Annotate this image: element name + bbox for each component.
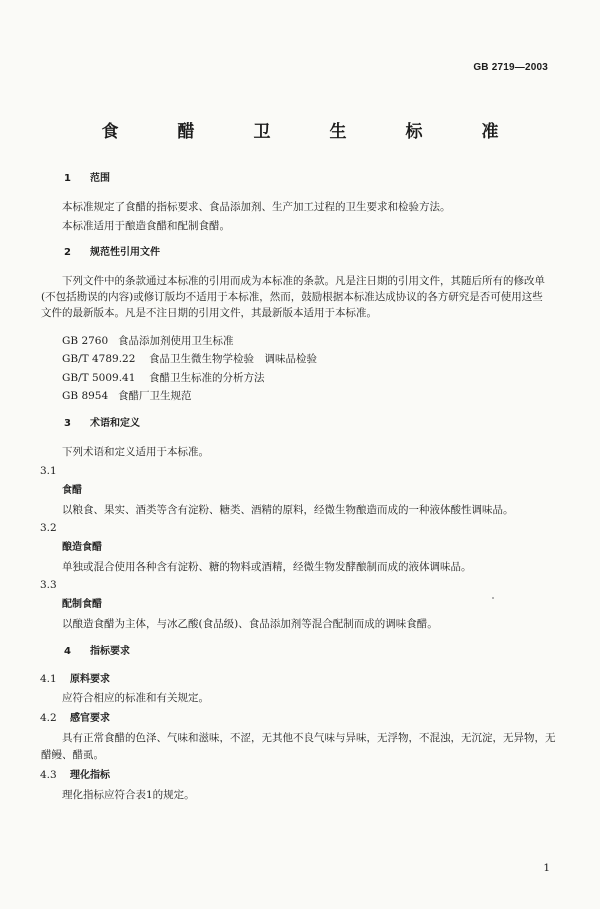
clause-title: 原料要求 (70, 674, 110, 685)
subclause-heading (40, 672, 110, 687)
paragraph: 下列文件中的条款通过本标准的引用而成为本标准的条款。凡是注日期的引用文件，其随后所有的修改单(不包括勘误的内容)或修订版均不适用于本标准，然而，鼓励根据本标准达成协议的各方研究是否可使用这些文件的最新版本。凡是不注日期的引用文件，其最新版本适用于本标准。 (41, 275, 545, 319)
page-number: 1 (543, 862, 550, 874)
term-name: 配制食醋 (62, 599, 102, 610)
clause-title: 感官要求 (70, 713, 110, 724)
paragraph: 下列术语和定义适用于本标准。 (62, 446, 209, 458)
reference-name: 食醋厂卫生规范 (118, 390, 192, 402)
reference-item (62, 371, 265, 385)
scan-speck (492, 597, 494, 599)
section-title: 指标要求 (90, 646, 130, 657)
term-name: 食醋 (62, 485, 82, 496)
term-definition: 以酿造食醋为主体，与冰乙酸(食品级)、食品添加剂等混合配制而成的调味食醋。 (62, 618, 438, 630)
section-number: 2 (64, 247, 71, 258)
reference-code: GB/T 5009.41 (62, 372, 136, 384)
reference-name: 食醋卫生标准的分析方法 (149, 372, 265, 384)
section-number: 1 (64, 173, 71, 184)
subclause-heading (40, 711, 110, 726)
clause-number: 3.1 (40, 465, 57, 477)
section-1-heading (64, 172, 110, 186)
clause-number: 4.3 (40, 769, 57, 781)
term-definition: 单独或混合使用各种含有淀粉、糖的物料或酒精，经微生物发酵酿制而成的液体调味品。 (62, 561, 472, 573)
clause-number: 3.3 (40, 579, 57, 591)
clause-number: 4.2 (40, 712, 57, 724)
paragraph: 本标准规定了食醋的指标要求、食品添加剂、生产加工过程的卫生要求和检验方法。 (62, 201, 451, 213)
paragraph: 具有正常食醋的色泽、气味和滋味，不涩，无其他不良气味与异味，无浮物，不混浊，无沉淀，无异物，无醋鳗、醋虱。 (41, 732, 556, 761)
section-3-heading (64, 417, 140, 431)
paragraph: 应符合相应的标准和有关规定。 (62, 692, 209, 704)
section-number: 4 (64, 646, 71, 657)
reference-item (62, 389, 192, 403)
clause-number: 3.2 (40, 522, 57, 534)
reference-code: GB 8954 (62, 390, 109, 402)
section-title: 范围 (90, 173, 110, 184)
reference-code: GB 2760 (62, 335, 109, 347)
subclause-heading (40, 768, 110, 783)
reference-name: 食品添加剂使用卫生标准 (118, 335, 234, 347)
term-definition: 以粮食、果实、酒类等含有淀粉、糖类、酒精的原料，经微生物酿造而成的一种液体酸性调味品。 (62, 504, 514, 516)
reference-item (62, 352, 317, 366)
clause-title: 理化指标 (70, 770, 110, 781)
reference-name: 食品卫生微生物学检验 调味品检验 (149, 353, 317, 365)
section-title: 规范性引用文件 (90, 247, 160, 258)
section-number: 3 (64, 418, 71, 429)
section-2-heading (64, 246, 160, 260)
reference-code: GB/T 4789.22 (62, 353, 136, 365)
section-4-heading (64, 645, 130, 659)
paragraph: 理化指标应符合表1的规定。 (62, 789, 195, 801)
section-title: 术语和定义 (90, 418, 140, 429)
clause-number: 4.1 (40, 673, 57, 685)
term-name: 酿造食醋 (62, 542, 102, 553)
document-title: 食 醋 卫 生 标 准 (101, 122, 520, 142)
paragraph: 本标准适用于酿造食醋和配制食醋。 (62, 220, 230, 232)
standard-number: GB 2719—2003 (473, 62, 548, 73)
reference-item (62, 334, 234, 348)
